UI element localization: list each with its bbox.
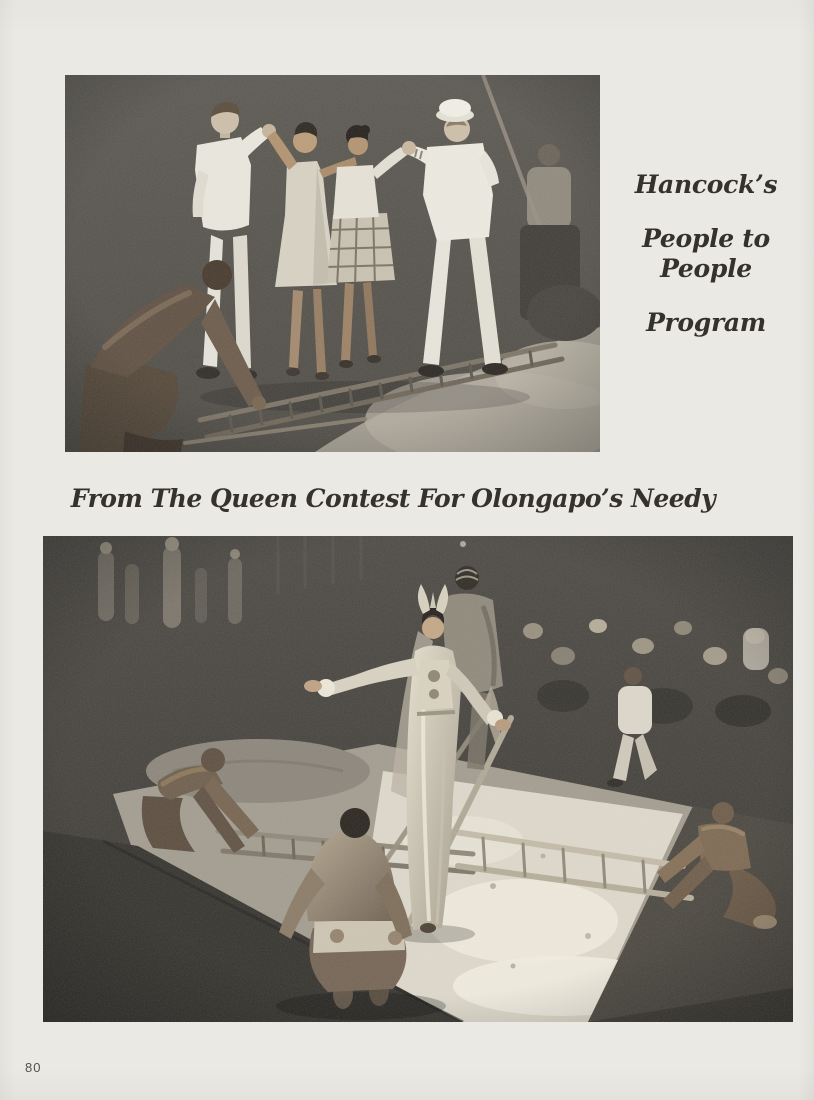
side-caption-line-2: People to People: [642, 224, 770, 283]
side-caption-line-1: Hancock’s: [634, 170, 778, 199]
bottom-photo: [43, 536, 793, 1022]
top-photo: [65, 75, 600, 452]
side-caption-line-3: Program: [646, 308, 766, 337]
bottom-photo-art: [43, 536, 793, 1022]
top-photo-art: [65, 75, 600, 452]
side-caption: [598, 170, 814, 362]
page-number: 80: [25, 1060, 42, 1075]
photo-caption: From The Queen Contest For Olongapo’s Needy: [70, 484, 716, 513]
